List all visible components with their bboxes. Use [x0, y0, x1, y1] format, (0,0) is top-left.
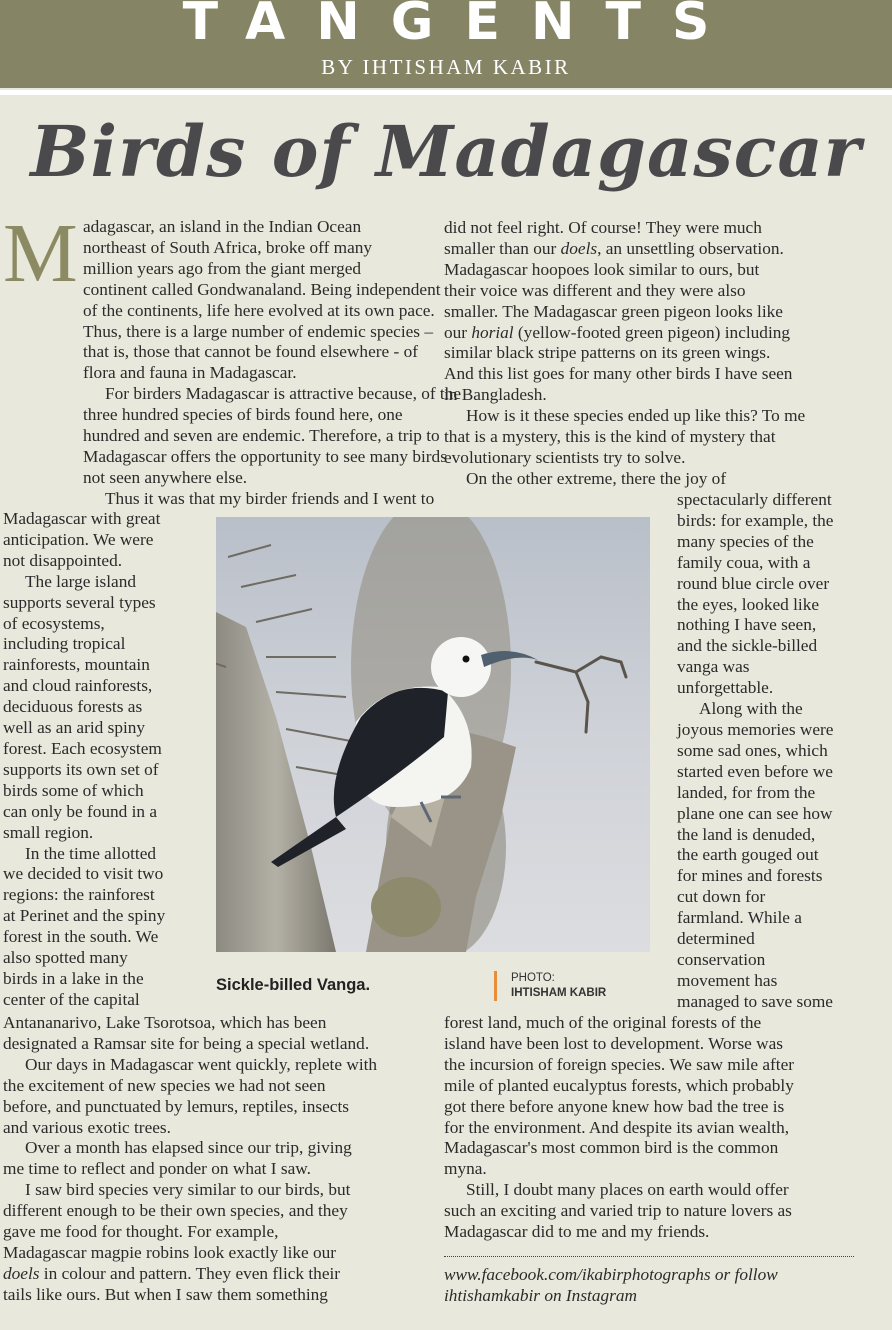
text-line: the excitement of new species we had not seen: [3, 1075, 326, 1095]
text-line: including tropical: [3, 634, 126, 654]
text-line: at Perinet and the spiny: [3, 906, 166, 926]
text-line: smaller. The Madagascar green pigeon looks like: [444, 301, 783, 321]
text-line: rainforests, mountain: [3, 655, 150, 675]
text-line: plane one can see how: [677, 803, 833, 823]
right-column-lower: [444, 1013, 794, 1243]
text-line: regions: the rainforest: [3, 885, 155, 905]
text-line: anticipation. We were: [3, 529, 154, 549]
text-line: forest in the south. We: [3, 927, 159, 947]
left-column-wrap: [3, 509, 165, 1011]
credit-name: IHTISHAM KABIR: [511, 987, 607, 999]
text-line: continent called Gondwanaland. Being independent: [83, 279, 441, 299]
masthead: [0, 0, 892, 88]
text-line: determined: [677, 929, 755, 949]
text-line: myna.: [444, 1159, 487, 1179]
text-line: also spotted many: [3, 948, 128, 968]
text-line: such an exciting and varied trip to nature lovers as: [444, 1201, 792, 1221]
text-line: Madagascar with great: [3, 509, 161, 528]
text-line: me time to reflect and ponder on what I saw.: [3, 1159, 311, 1179]
text-line: Thus, there is a large number of endemic species –: [83, 321, 433, 341]
right-column-wrap: [677, 490, 833, 1013]
text-line: many species of the: [677, 531, 814, 551]
masthead-rule: [0, 90, 892, 95]
footer-divider: [444, 1256, 854, 1257]
text-line: the earth gouged out: [677, 845, 819, 865]
text-line: got there before anyone knew how bad the tree is: [444, 1096, 785, 1116]
text-line: designated a Ramsar site for being a special wetland.: [3, 1033, 370, 1053]
text-line: before, and punctuated by lemurs, reptiles, insects: [3, 1096, 349, 1116]
text-line: spectacularly different: [677, 490, 832, 509]
text-line: that is, those that cannot be found elsewhere - of: [83, 342, 418, 362]
left-column-lower: [3, 1013, 377, 1306]
text-line: not disappointed.: [3, 550, 123, 570]
text-line: and cloud rainforests,: [3, 676, 153, 696]
text-line: On the other extreme, there the joy of: [466, 468, 727, 488]
text-line: in Bangladesh.: [444, 385, 547, 405]
text-line: different enough to be their own species, and they: [3, 1201, 348, 1221]
photo-caption: Sickle-billed Vanga.: [216, 976, 371, 994]
text-line: small region.: [3, 822, 94, 842]
text-line: the eyes, looked like: [677, 594, 820, 614]
text-line: hundred and seven are endemic. Therefore, a trip to: [83, 426, 440, 446]
byline: BY IHTISHAM KABIR: [321, 55, 571, 79]
text-line: birds: for example, the: [677, 510, 834, 530]
text-line: joyous memories were: [677, 719, 834, 739]
text-line: vanga was: [677, 657, 750, 677]
text-line: birds in a lake in the: [3, 968, 144, 988]
text-line: for mines and forests: [677, 866, 823, 886]
text-line: And this list goes for many other birds I have seen: [444, 364, 793, 384]
text-line: forest land, much of the original forests of the: [444, 1013, 762, 1032]
text-line: supports its own set of: [3, 759, 159, 779]
text-line: smaller than our doels, an unsettling observation.: [444, 238, 784, 258]
text-line: Our days in Madagascar went quickly, replete with: [25, 1054, 378, 1074]
text-line: Madagascar offers the opportunity to see many birds: [83, 446, 447, 466]
text-line: mile of planted eucalyptus forests, which probably: [444, 1075, 794, 1095]
text-line: evolutionary scientists try to solve.: [444, 447, 686, 467]
footer-instagram: ihtishamkabir on Instagram: [444, 1285, 637, 1305]
text-line: Thus it was that my birder friends and I went to: [105, 488, 435, 508]
text-line: Madagascar hoopoes look similar to ours, but: [444, 259, 760, 279]
text-line: The large island: [25, 571, 137, 591]
text-line: northeast of South Africa, broke off many: [83, 237, 373, 257]
text-line: family coua, with a: [677, 552, 811, 572]
text-line: million years ago from the giant merged: [83, 258, 362, 278]
text-line: Antananarivo, Lake Tsorotsoa, which has been: [3, 1013, 327, 1032]
text-line: our horial (yellow-footed green pigeon) including: [444, 322, 791, 342]
text-line: landed, for from the: [677, 782, 816, 802]
text-line: Madagascar magpie robins look exactly like our: [3, 1242, 337, 1262]
text-line: tails like ours. But when I saw them something: [3, 1284, 328, 1304]
text-line: similar black stripe patterns on its green wings.: [444, 343, 771, 363]
text-line: that is a mystery, this is the kind of mystery that: [444, 427, 776, 447]
text-line: three hundred species of birds found here, one: [83, 405, 403, 425]
right-column-upper: [444, 218, 805, 490]
text-line: of ecosystems,: [3, 613, 105, 633]
text-line: birds some of which: [3, 780, 144, 800]
text-line: Madagascar's most common bird is the common: [444, 1138, 779, 1158]
text-line: deciduous forests as: [3, 697, 143, 717]
text-line: nothing I have seen,: [677, 615, 817, 635]
text-line: Still, I doubt many places on earth would offer: [466, 1180, 789, 1200]
text-line: gave me food for thought. For example,: [3, 1222, 279, 1242]
text-line: How is it these species ended up like this? To me: [466, 406, 806, 426]
text-line: farmland. While a: [677, 908, 802, 928]
text-line: and the sickle-billed: [677, 636, 818, 656]
text-line: doels in colour and pattern. They even flick their: [3, 1263, 341, 1283]
text-line: adagascar, an island in the Indian Ocean: [83, 217, 362, 236]
text-line: cut down for: [677, 887, 766, 907]
footer-link[interactable]: www.facebook.com/ikabirphotographs or follow: [444, 1265, 778, 1284]
text-line: the incursion of foreign species. We saw mile after: [444, 1054, 795, 1074]
text-line: some sad ones, which: [677, 740, 828, 760]
text-line: conservation: [677, 949, 766, 969]
text-line: the land is denuded,: [677, 824, 816, 844]
text-line: we decided to visit two: [3, 864, 164, 884]
text-line: Over a month has elapsed since our trip, giving: [25, 1138, 352, 1158]
text-line: did not feel right. Of course! They were much: [444, 218, 762, 237]
text-line: Along with the: [699, 699, 803, 719]
text-line: forest. Each ecosystem: [3, 738, 162, 758]
text-line: I saw bird species very similar to our birds, but: [25, 1180, 351, 1200]
article-headline: Birds of Madagascar: [30, 110, 862, 193]
photo-credit: [494, 971, 606, 1001]
vanga-photo: [216, 517, 650, 952]
text-line: flora and fauna in Madagascar.: [83, 363, 297, 383]
text-line: can only be found in a: [3, 801, 158, 821]
section-title: TANGENTS: [182, 0, 741, 52]
text-line: supports several types: [3, 592, 156, 612]
credit-label: PHOTO:: [511, 972, 555, 984]
text-line: of the continents, life here evolved at its own pace.: [83, 300, 435, 320]
text-line: unforgettable.: [677, 678, 774, 698]
text-line: their voice was different and they were also: [444, 280, 746, 300]
text-line: For birders Madagascar is attractive because, of the: [105, 384, 462, 404]
footer-note: [444, 1265, 778, 1307]
text-line: started even before we: [677, 761, 833, 781]
text-line: well as an arid spiny: [3, 718, 146, 738]
text-line: round blue circle over: [677, 573, 830, 593]
text-line: In the time allotted: [25, 843, 157, 863]
text-line: for the environment. And despite its avian wealth,: [444, 1117, 790, 1137]
drop-cap: M: [3, 207, 78, 300]
text-line: Madagascar did to me and my friends.: [444, 1222, 710, 1242]
text-line: island have been lost to development. Worse was: [444, 1033, 784, 1053]
text-line: movement has: [677, 970, 778, 990]
left-column-intro: [83, 217, 461, 510]
text-line: center of the capital: [3, 989, 140, 1009]
text-line: and various exotic trees.: [3, 1117, 171, 1137]
text-line: managed to save some: [677, 991, 833, 1011]
text-line: not seen anywhere else.: [83, 467, 248, 487]
